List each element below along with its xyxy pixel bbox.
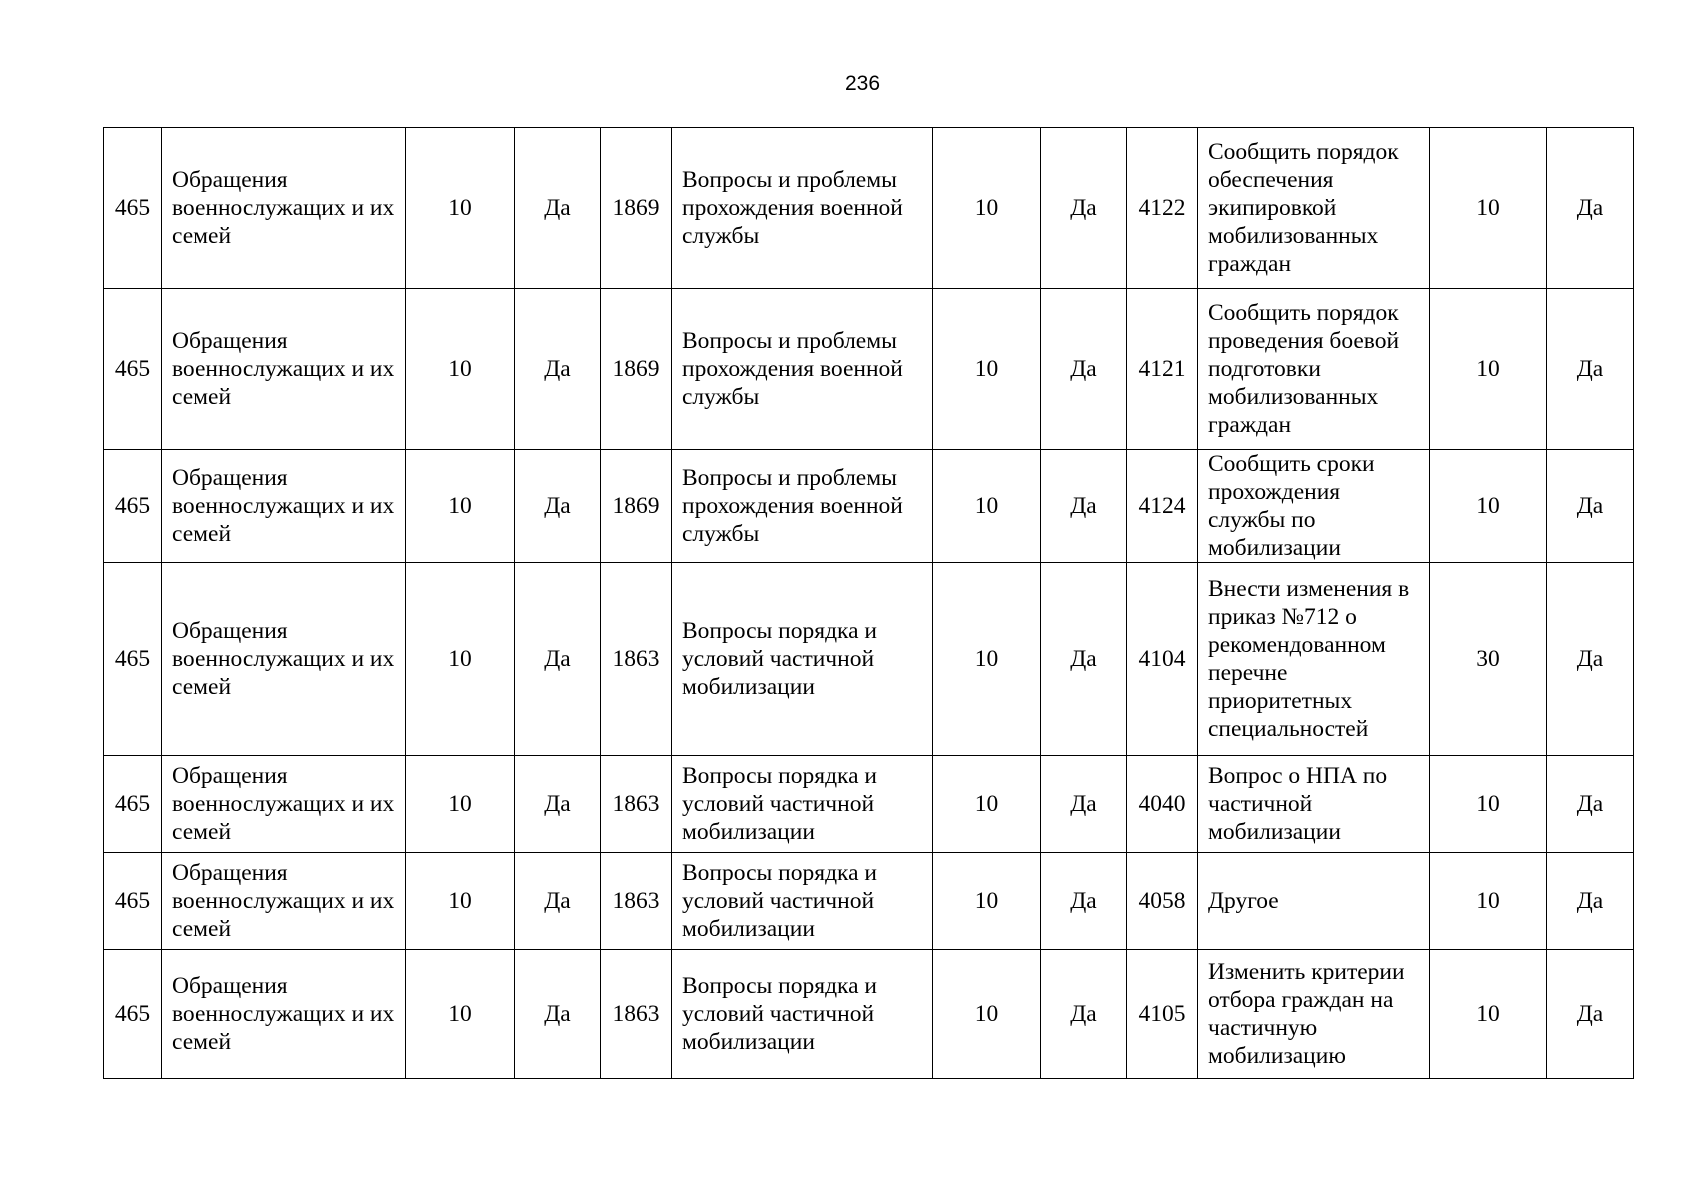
section-code-cell: 465 (104, 756, 162, 853)
question-code-cell: 4058 (1127, 853, 1198, 950)
question-flag-cell: Да (1547, 950, 1634, 1079)
topic-score-cell: 10 (933, 756, 1041, 853)
topic-code-cell: 1869 (601, 450, 672, 563)
section-name-cell: Обращения военнослужащих и их семей (162, 128, 406, 289)
table-row (104, 289, 1634, 450)
question-score-cell: 10 (1430, 756, 1547, 853)
question-text-cell: Сообщить сроки прохождения службы по мобилизации (1198, 450, 1430, 563)
topic-score-cell: 10 (933, 563, 1041, 756)
question-code-cell: 4122 (1127, 128, 1198, 289)
question-code-cell: 4121 (1127, 289, 1198, 450)
table-row (104, 563, 1634, 756)
question-text-cell: Сообщить порядок обеспечения экипировкой мобилизованных граждан (1198, 128, 1430, 289)
topic-score-cell: 10 (933, 128, 1041, 289)
question-score-cell: 10 (1430, 128, 1547, 289)
section-code-cell: 465 (104, 128, 162, 289)
topic-code-cell: 1863 (601, 756, 672, 853)
question-flag-cell: Да (1547, 289, 1634, 450)
question-code-cell: 4105 (1127, 950, 1198, 1079)
section-name-cell: Обращения военнослужащих и их семей (162, 756, 406, 853)
topic-code-cell: 1863 (601, 563, 672, 756)
question-text-cell: Изменить критерии отбора граждан на частичную мобилизацию (1198, 950, 1430, 1079)
topic-name-cell: Вопросы и проблемы прохождения военной службы (672, 289, 933, 450)
question-score-cell: 10 (1430, 950, 1547, 1079)
section-name-cell: Обращения военнослужащих и их семей (162, 450, 406, 563)
question-flag-cell: Да (1547, 450, 1634, 563)
topic-name-cell: Вопросы порядка и условий частичной мобилизации (672, 853, 933, 950)
table-row (104, 128, 1634, 289)
table-row (104, 853, 1634, 950)
section-flag-cell: Да (515, 756, 601, 853)
question-score-cell: 10 (1430, 289, 1547, 450)
question-flag-cell: Да (1547, 128, 1634, 289)
table-row (104, 450, 1634, 563)
section-score-cell: 10 (406, 756, 515, 853)
section-code-cell: 465 (104, 289, 162, 450)
topic-flag-cell: Да (1041, 563, 1127, 756)
section-score-cell: 10 (406, 450, 515, 563)
question-code-cell: 4104 (1127, 563, 1198, 756)
topic-code-cell: 1869 (601, 128, 672, 289)
section-score-cell: 10 (406, 563, 515, 756)
topic-name-cell: Вопросы и проблемы прохождения военной службы (672, 450, 933, 563)
topic-flag-cell: Да (1041, 950, 1127, 1079)
section-name-cell: Обращения военнослужащих и их семей (162, 289, 406, 450)
question-score-cell: 10 (1430, 853, 1547, 950)
section-score-cell: 10 (406, 128, 515, 289)
topic-code-cell: 1863 (601, 853, 672, 950)
section-flag-cell: Да (515, 563, 601, 756)
topic-code-cell: 1863 (601, 950, 672, 1079)
topic-flag-cell: Да (1041, 128, 1127, 289)
page-number: 236 (844, 72, 881, 95)
topic-name-cell: Вопросы порядка и условий частичной мобилизации (672, 950, 933, 1079)
section-score-cell: 10 (406, 950, 515, 1079)
section-name-cell: Обращения военнослужащих и их семей (162, 853, 406, 950)
topic-score-cell: 10 (933, 950, 1041, 1079)
topic-flag-cell: Да (1041, 756, 1127, 853)
section-score-cell: 10 (406, 289, 515, 450)
section-name-cell: Обращения военнослужащих и их семей (162, 563, 406, 756)
question-code-cell: 4124 (1127, 450, 1198, 563)
section-flag-cell: Да (515, 950, 601, 1079)
question-text-cell: Внести изменения в приказ №712 о рекомендованном перечне приоритетных специальностей (1198, 563, 1430, 756)
section-flag-cell: Да (515, 450, 601, 563)
section-code-cell: 465 (104, 563, 162, 756)
topic-name-cell: Вопросы и проблемы прохождения военной службы (672, 128, 933, 289)
section-code-cell: 465 (104, 950, 162, 1079)
topic-flag-cell: Да (1041, 450, 1127, 563)
topic-name-cell: Вопросы порядка и условий частичной мобилизации (672, 756, 933, 853)
question-text-cell: Сообщить порядок проведения боевой подготовки мобилизованных граждан (1198, 289, 1430, 450)
topic-flag-cell: Да (1041, 853, 1127, 950)
section-flag-cell: Да (515, 128, 601, 289)
question-flag-cell: Да (1547, 563, 1634, 756)
topic-flag-cell: Да (1041, 289, 1127, 450)
topic-score-cell: 10 (933, 289, 1041, 450)
question-text-cell: Вопрос о НПА по частичной мобилизации (1198, 756, 1430, 853)
topic-name-cell: Вопросы порядка и условий частичной мобилизации (672, 563, 933, 756)
topic-code-cell: 1869 (601, 289, 672, 450)
section-name-cell: Обращения военнослужащих и их семей (162, 950, 406, 1079)
section-code-cell: 465 (104, 450, 162, 563)
question-score-cell: 30 (1430, 563, 1547, 756)
topic-score-cell: 10 (933, 853, 1041, 950)
table-row (104, 950, 1634, 1079)
question-flag-cell: Да (1547, 756, 1634, 853)
question-text-cell: Другое (1198, 853, 1430, 950)
section-score-cell: 10 (406, 853, 515, 950)
question-score-cell: 10 (1430, 450, 1547, 563)
question-flag-cell: Да (1547, 853, 1634, 950)
table-row (104, 756, 1634, 853)
classifier-table (103, 127, 1634, 1079)
section-flag-cell: Да (515, 853, 601, 950)
question-code-cell: 4040 (1127, 756, 1198, 853)
topic-score-cell: 10 (933, 450, 1041, 563)
section-code-cell: 465 (104, 853, 162, 950)
section-flag-cell: Да (515, 289, 601, 450)
